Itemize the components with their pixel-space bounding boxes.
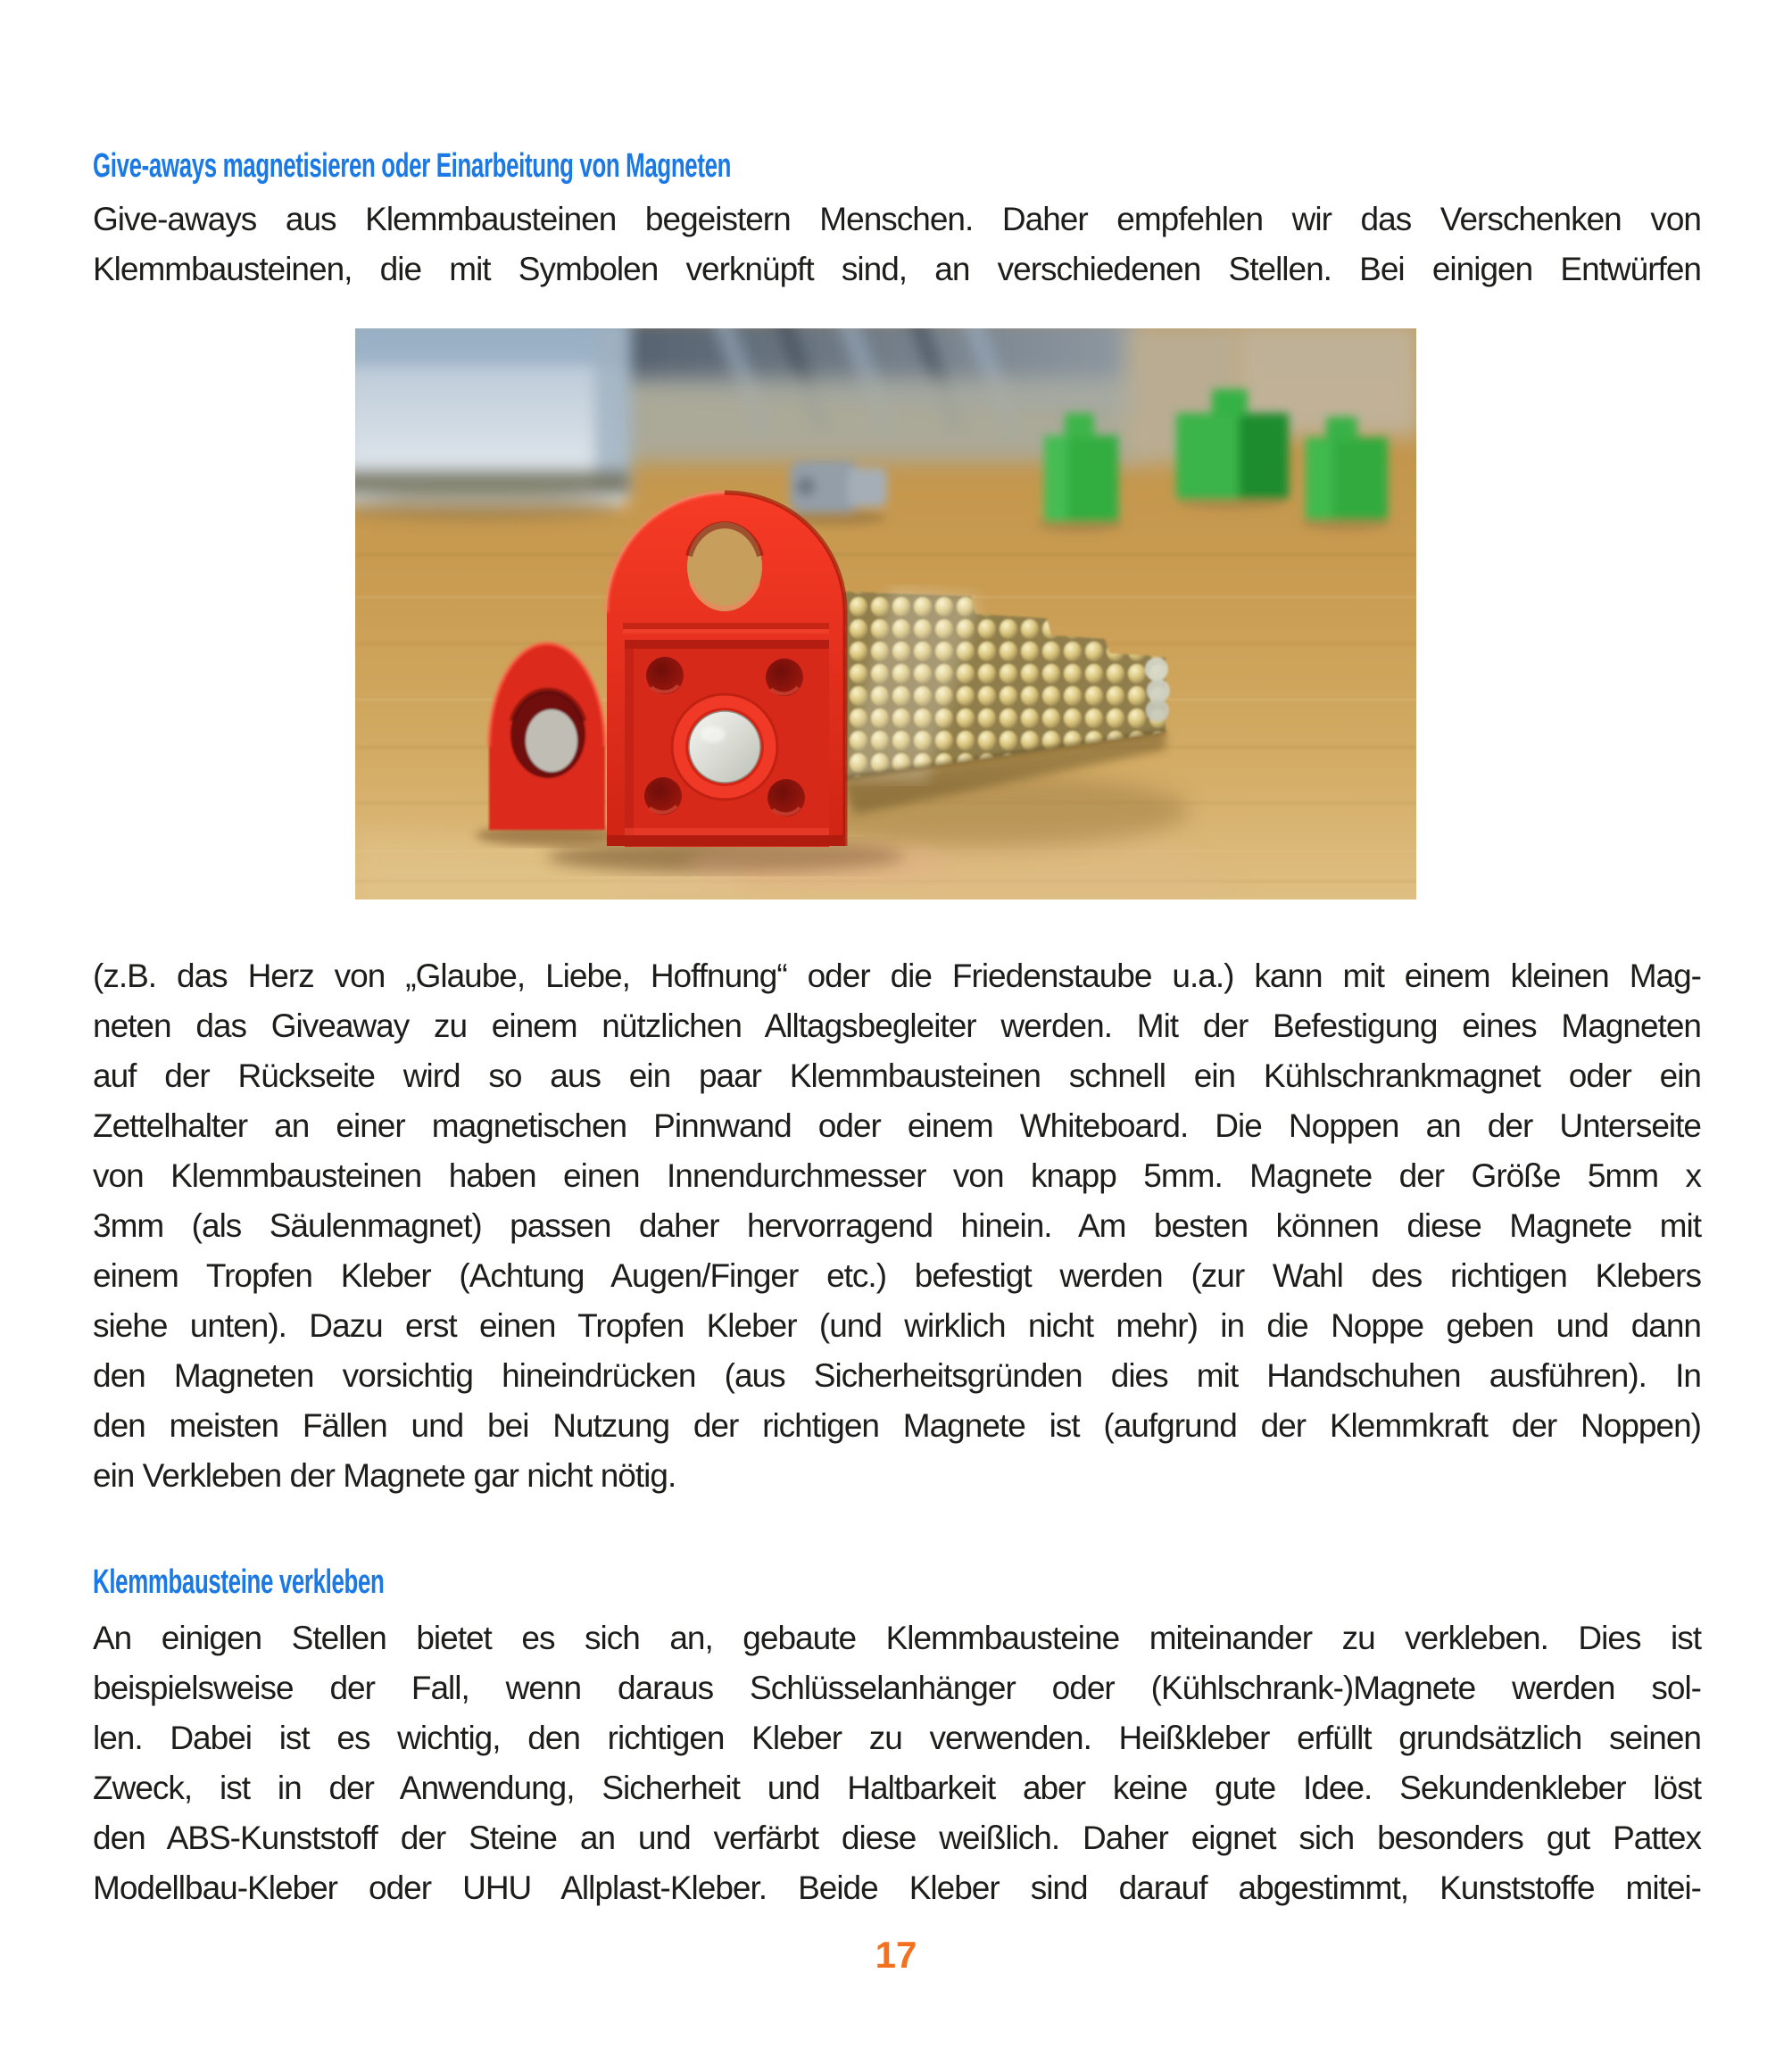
silver-box — [355, 328, 632, 519]
text-line: den Magneten vorsichtig hineindrücken (aus Sicherheitsgründen dies mit Handschuhen ausführen). In — [93, 1357, 1701, 1394]
heart-front-plate — [607, 493, 845, 847]
text-line: einem Tropfen Kleber (Achtung Augen/Finger etc.) befestigt werden (zur Wahl des richtigen Klebers — [93, 1257, 1701, 1294]
text-line: Zettelhalter an einer magnetischen Pinnwand oder einem Whiteboard. Die Noppen an der Unterseite — [93, 1107, 1701, 1144]
text-line: 3mm (als Säulenmagnet) passen daher hervorragend hinein. Am besten können diese Magnete mit — [93, 1207, 1701, 1244]
photo-heart-brick-magnets — [355, 328, 1416, 900]
section-heading-giveaways — [93, 141, 1701, 191]
text-line: siehe unten). Dazu erst einen Tropfen Kleber (und wirklich nicht mehr) in die Noppe geben und dann — [93, 1307, 1701, 1344]
photo-illustration — [355, 328, 1416, 900]
text-line: neten das Giveaway zu einem nützlichen Alltagsbegleiter werden. Mit der Befestigung eines Magneten — [93, 1007, 1701, 1044]
text-line: An einigen Stellen bietet es sich an, gebaute Klemmbausteine miteinander zu verkleben. Dies ist — [93, 1620, 1701, 1656]
section-heading-text: Klemmbausteine verkleben — [93, 1563, 385, 1601]
text-line: Give-aways aus Klemmbausteinen begeistern Menschen. Daher empfehlen wir das Verschenken von — [93, 201, 1701, 237]
center-magnet — [672, 694, 777, 800]
text-line: Modellbau-Kleber oder UHU Allplast-Kleber. Beide Kleber sind darauf abgestimmt, Kunststoffe mitei- — [93, 1869, 1701, 1906]
text-line: Klemmbausteinen, die mit Symbolen verknüpft sind, an verschiedenen Stellen. Bei einigen Entwürfen — [93, 251, 1701, 287]
paragraph-intro — [93, 195, 1701, 294]
text-line: (z.B. das Herz von „Glaube, Liebe, Hoffnung“ oder die Friedenstaube u.a.) kann mit einem kleinen Mag- — [93, 958, 1701, 994]
page-number: 17 — [875, 1934, 917, 1976]
text-line: von Klemmbausteinen haben einen Innendurchmesser von knapp 5mm. Magnete der Größe 5mm x — [93, 1157, 1701, 1194]
heart-back-lobe — [489, 643, 605, 830]
text-line: den meisten Fällen und bei Nutzung der richtigen Magnete ist (aufgrund der Klemmkraft der Noppen) — [93, 1407, 1701, 1444]
text-line: auf der Rückseite wird so aus ein paar Klemmbausteinen schnell ein Kühlschrankmagnet oder ein — [93, 1057, 1701, 1094]
section-heading-text: Give-aways magnetisieren oder Einarbeitung von Magneten — [93, 147, 732, 185]
text-line: beispielsweise der Fall, wenn daraus Schlüsselanhänger oder (Kühlschrank-)Magnete werden sol- — [93, 1670, 1701, 1706]
text-line: ein Verkleben der Magnete gar nicht nötig. — [93, 1457, 676, 1494]
paragraph-magnetisieren — [93, 951, 1701, 1501]
text-line: len. Dabei ist es wichtig, den richtigen Kleber zu verwenden. Heißkleber erfüllt grundsätzlich seinen — [93, 1720, 1701, 1756]
text-line: Zweck, ist in der Anwendung, Sicherheit und Haltbarkeit aber keine gute Idee. Sekundenkleber löst — [93, 1770, 1701, 1806]
text-line: den ABS-Kunststoff der Steine an und verfärbt diese weißlich. Daher eignet sich besonders gut Pattex — [93, 1820, 1701, 1856]
paragraph-verkleben — [93, 1613, 1701, 1913]
section-heading-verkleben — [93, 1557, 1701, 1607]
grey-connector-piece — [788, 460, 887, 526]
